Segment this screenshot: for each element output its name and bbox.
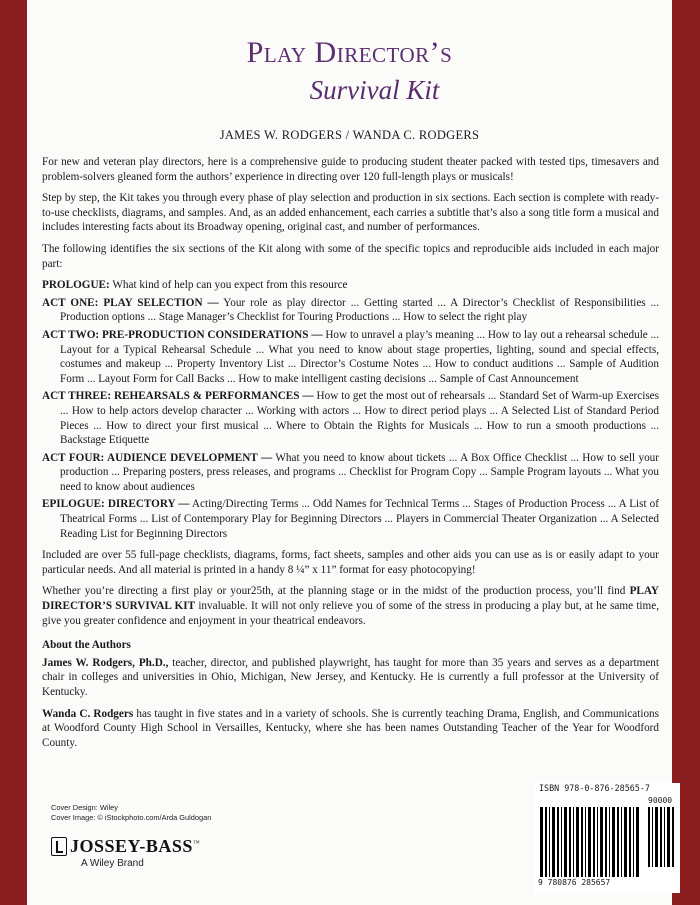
barcode xyxy=(534,783,680,893)
barcode-bar xyxy=(585,807,586,877)
jossey-bass-logo-icon xyxy=(51,837,67,856)
barcode-bar xyxy=(648,807,650,867)
isbn-text: ISBN 978-0-876-28565-7 xyxy=(539,783,650,793)
intro-paragraph: The following identifies the six sections of the Kit along with some of the specific topics and reproducible aids included in each major part: xyxy=(42,242,659,270)
barcode-bar xyxy=(561,807,562,877)
price-code: 90000 xyxy=(648,796,673,805)
cover-design-credit: Cover Design: Wiley xyxy=(51,803,118,812)
barcode-bar xyxy=(612,807,615,877)
ean-barcode-graphic xyxy=(540,807,640,877)
section-text: What you need to know about tickets ... A Box Office Checklist ... How to sell your production ... Preparing posters, press releases, and programs ... Checklist for Program Copy ... Sample Program layouts ... What you need to know about audiences xyxy=(60,451,659,493)
barcode-bar xyxy=(633,807,634,877)
barcode-bar xyxy=(667,807,670,867)
section-text: How to get the most out of rehearsals ... Standard Set of Warm-up Exercises ... How to help actors develop character ... Working with actors ... How to direct period plays ... A Selected List of Standard Period Pieces ... How to direct your first musical ... Where to Obtain the Rights for Musicals ... How to run a smooth productions ... Backstage Etiquette xyxy=(60,390,660,447)
section-heading: ACT TWO: PRE-PRODUCTION CONSIDERATIONS — xyxy=(42,328,323,341)
cover-credits xyxy=(51,803,211,823)
section-heading: ACT ONE: PLAY SELECTION — xyxy=(42,296,219,309)
barcode-bar xyxy=(552,807,555,877)
section-entry xyxy=(42,296,659,325)
barcode-bar xyxy=(609,807,610,877)
barcode-bar xyxy=(540,807,543,877)
book-subtitle: Survival Kit xyxy=(309,75,440,105)
back-cover xyxy=(27,0,672,905)
intro-paragraph: Step by step, the Kit takes you through every phase of play selection and production in six sections. Each section is complete with ready-to-use checklists, diagrams, and samples. And, as an added enhancement, each carries a subtitle that’s also a song title form a musical and includes interesting facts about its Broadway opening, original cast, and number of performances. xyxy=(42,192,659,234)
barcode-bar xyxy=(588,807,591,877)
barcode-bar xyxy=(629,807,631,877)
section-entry xyxy=(42,497,659,541)
barcode-bar xyxy=(617,807,619,877)
publisher-name: JOSSEY-BASS xyxy=(70,836,193,856)
author-names: JAMES W. RODGERS / WANDA C. RODGERS xyxy=(219,128,480,142)
section-heading: PROLOGUE: xyxy=(42,279,110,292)
james-bio xyxy=(42,656,659,700)
barcode-bar xyxy=(593,807,595,877)
about-heading: About the Authors xyxy=(42,639,131,652)
wanda-bio-text: has taught in five states and in a variety of schools. She is currently teaching Drama, English, and Communications at Woodford County High School in Versailles, Kentucky, where she has been names Outstanding Teacher of the Year for Woodford County. xyxy=(42,707,660,749)
barcode-bar xyxy=(621,807,622,877)
section-entry xyxy=(42,328,659,386)
section-entry xyxy=(42,451,659,495)
section-text: Acting/Directing Terms ... Odd Names for Technical Terms ... Stages of Production Process ... A List of Theatrical Forms ... List of Contemporary Play for Beginning Directors ... Players in Commercial Theater Organization ... A Selected Reading List for Beginning Directors xyxy=(60,498,659,540)
section-heading: EPILOGUE: DIRECTORY — xyxy=(42,498,190,511)
cover-image-credit: Cover Image: © iStockphoto.com/Arda Guldogan xyxy=(51,813,212,822)
barcode-bar xyxy=(660,807,662,867)
section-heading: ACT THREE: REHEARSALS & PERFORMANCES — xyxy=(42,390,314,403)
barcode-bar xyxy=(605,807,607,877)
barcode-bar xyxy=(576,807,579,877)
closing-text-end: invaluable. It will not only relieve you of some of the stress in producing a play but, at he same time, give you greater confidence and enjoyment in your theatrical endeavors. xyxy=(42,600,659,627)
closing-paragraph xyxy=(42,584,659,628)
closing-book-name: PLAY DIRECTOR’S SURVIVAL KIT xyxy=(42,585,659,613)
section-text: Your role as play director ... Getting started ... A Director’s Checklist of Responsibilities ... Production options ... Stage Manager’s Checklist for Touring Productions ... How to select the right play xyxy=(60,296,659,324)
wanda-name: Wanda C. Rodgers xyxy=(42,707,134,720)
wanda-bio xyxy=(42,707,659,751)
section-text: How to unravel a play’s meaning ... How to lay out a rehearsal schedule ... Layout for a Typical Rehearsal Schedule ... What you need to know about stage properties, lighting, sound and special effects, costumes and makeup ... Property Inventory List ... Director’s Costume Notes ... How to conduct auditions ... Sample of Audition Form ... Layout Form for Call Backs ... How to make intelligent casting decisions ... Sample of Cast Announcement xyxy=(60,328,659,385)
barcode-bar xyxy=(549,807,550,877)
barcode-bar xyxy=(636,807,639,877)
section-text: What kind of help can you expect from this resource xyxy=(109,279,348,292)
section-entry xyxy=(42,389,659,447)
barcode-bar xyxy=(624,807,627,877)
barcode-bar xyxy=(672,807,674,867)
barcode-bar xyxy=(581,807,583,877)
james-bio-text: teacher, director, and published playwright, has taught for more than 35 years and serves as a department chair in colleges and universities in Ohio, Michigan, New Jersey, and Kentucky. He is currently a full professor at the University of Kentucky. xyxy=(42,656,659,698)
barcode-bar xyxy=(664,807,665,867)
barcode-bar xyxy=(573,807,574,877)
barcode-bar xyxy=(652,807,653,867)
included-paragraph: Included are over 55 full-page checklists, diagrams, forms, fact sheets, samples and other aids you can use as is or easily adapt to your particular needs. And all material is printed in a handy 8 ¼” x 11” format for easy photocopying! xyxy=(42,549,659,576)
barcode-bar xyxy=(569,807,571,877)
barcode-bar xyxy=(564,807,567,877)
trademark: ™ xyxy=(192,838,200,847)
book-title: Play Director’s xyxy=(246,36,453,69)
intro-paragraph: For new and veteran play directors, here is a comprehensive guide to producing student theater packed with tested tips, timesavers and problem-solvers gleaned form the authors’ experience in directing over 120 full-length plays or musicals! xyxy=(42,156,659,183)
section-entry xyxy=(42,278,659,293)
barcode-bar xyxy=(600,807,603,877)
james-name: James W. Rodgers, Ph.D., xyxy=(42,656,169,669)
description xyxy=(42,155,659,757)
barcode-bar xyxy=(655,807,658,867)
publisher-logo xyxy=(51,836,200,869)
barcode-digits: 9 780876 285657 xyxy=(538,878,611,887)
barcode-bar xyxy=(597,807,598,877)
barcode-bar xyxy=(545,807,547,877)
barcode-bar xyxy=(557,807,559,877)
publisher-tagline: A Wiley Brand xyxy=(81,858,144,869)
closing-text: Whether you’re directing a first play or your25th, at the planning stage or in the midst of the production process, you’ll find xyxy=(42,585,630,598)
section-heading: ACT FOUR: AUDIENCE DEVELOPMENT — xyxy=(42,451,273,464)
price-barcode-graphic xyxy=(648,807,676,867)
